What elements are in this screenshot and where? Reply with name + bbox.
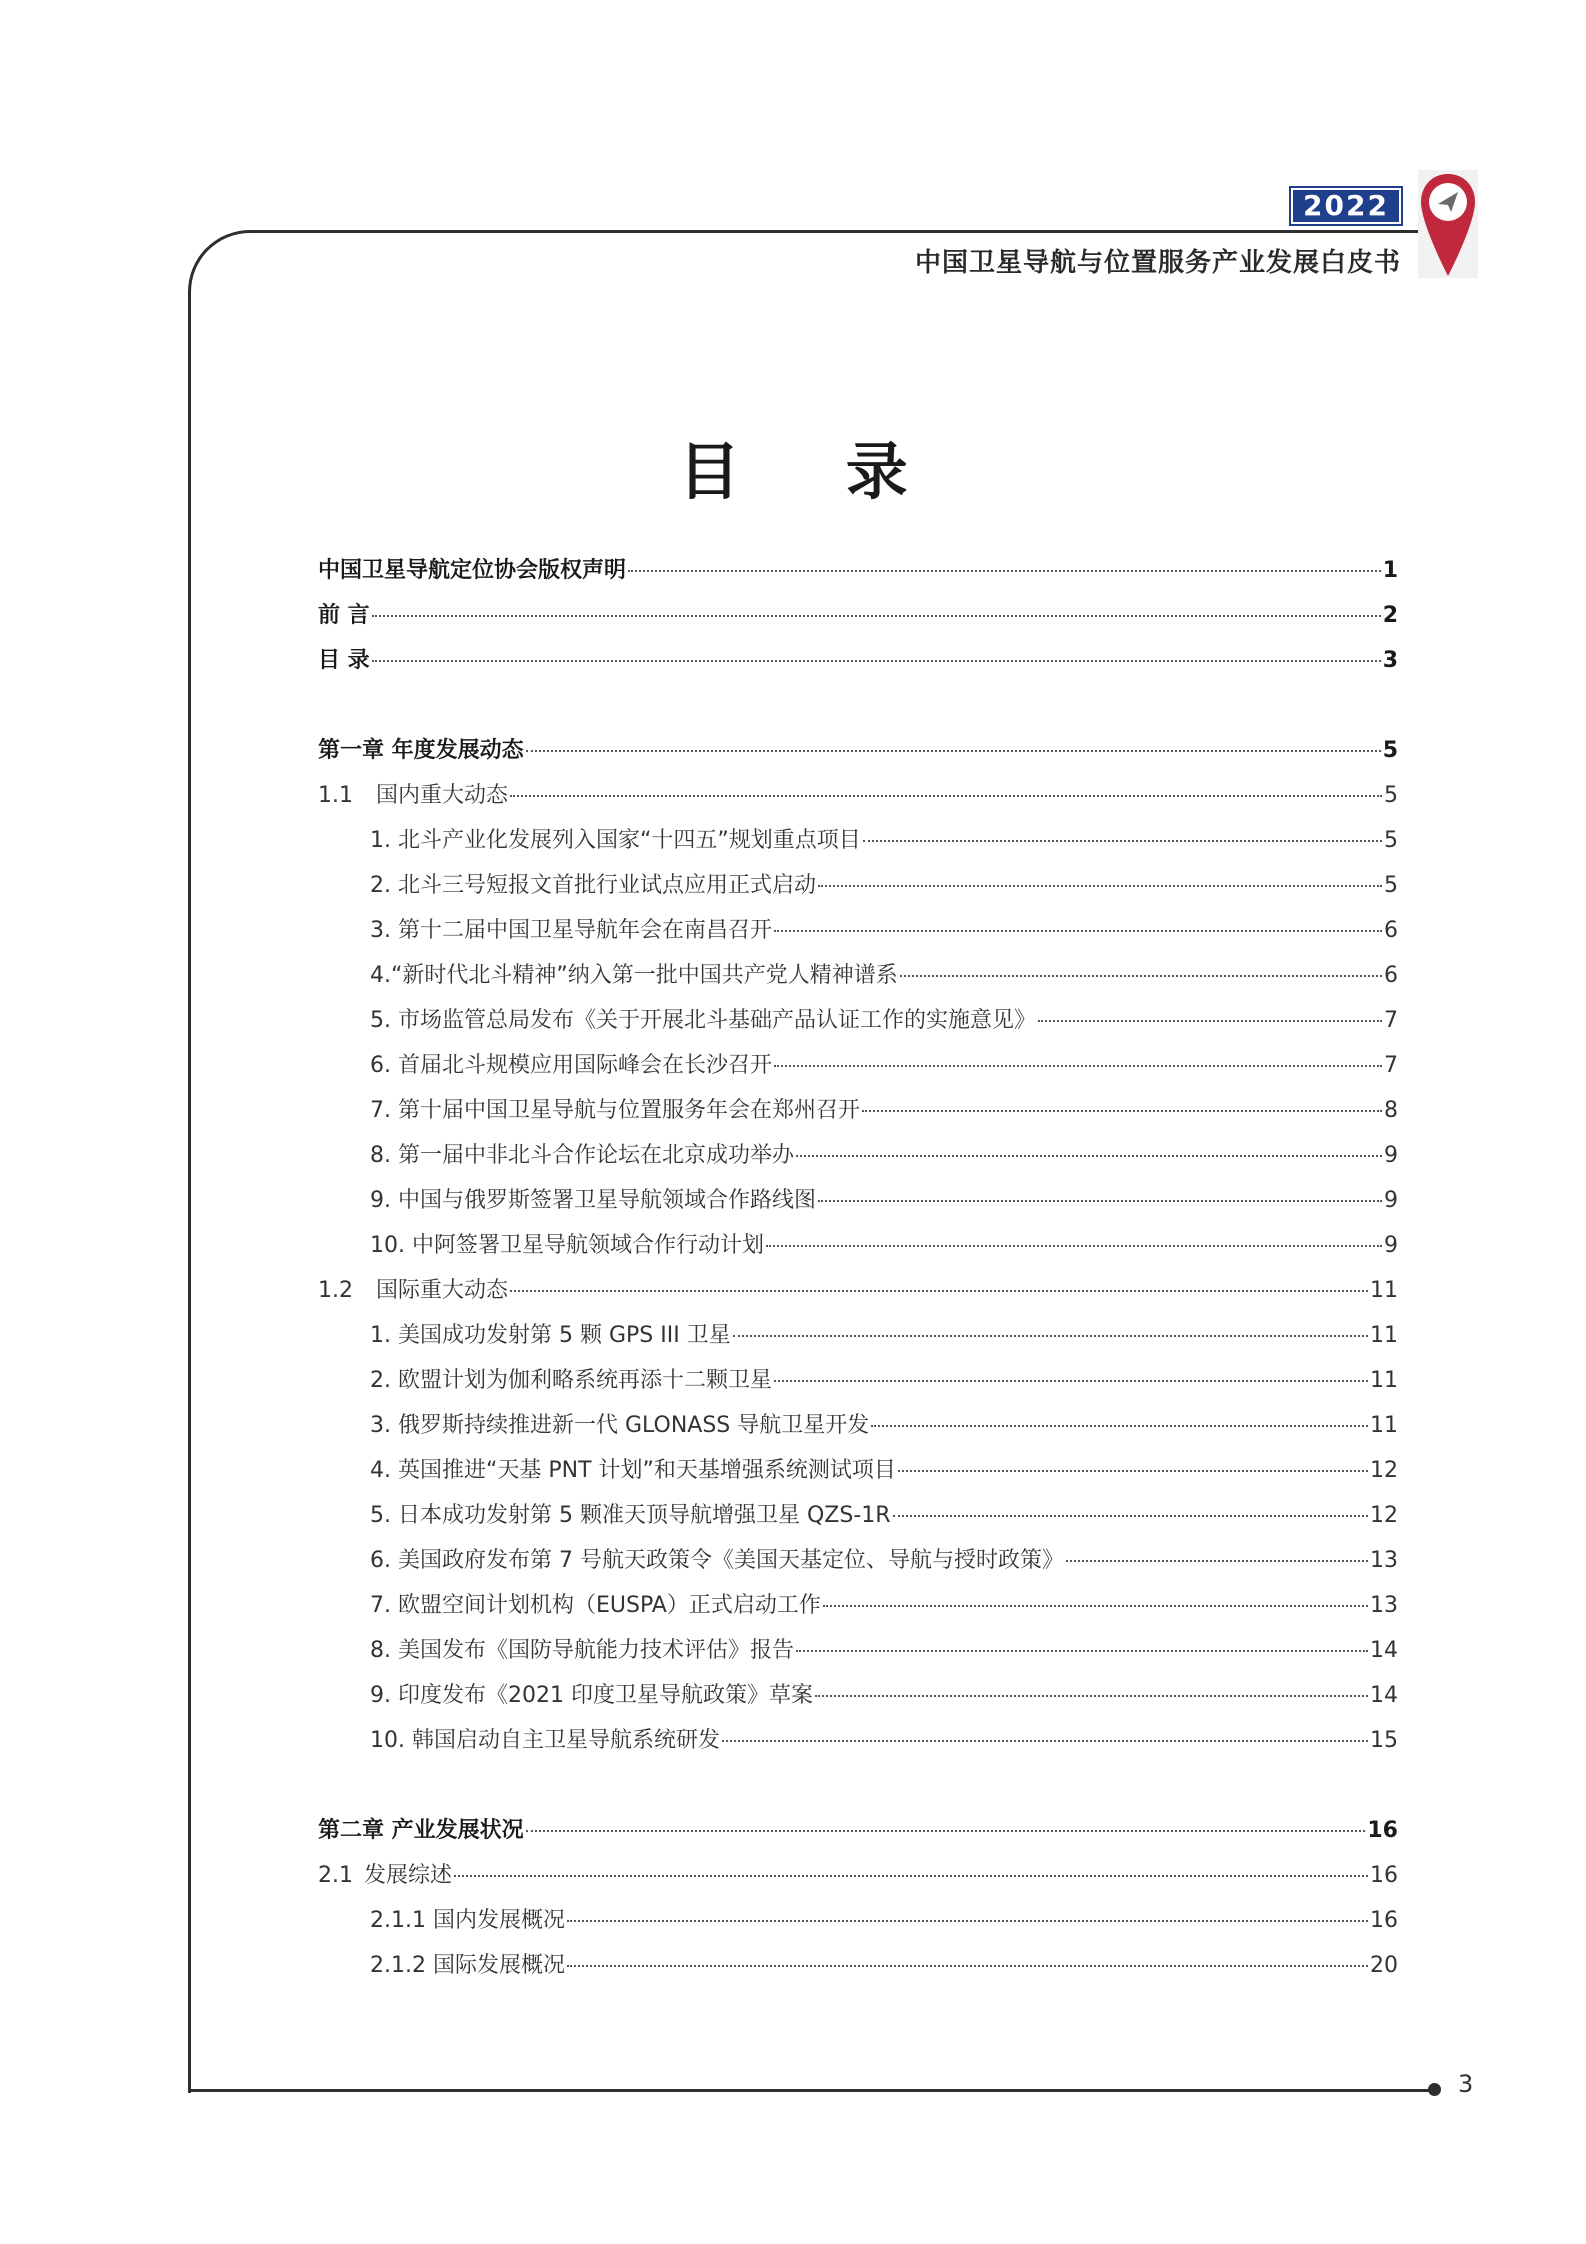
toc-entry-label: 3. 第十二届中国卫星导航年会在南昌召开 — [370, 918, 772, 943]
dot-leader — [774, 1380, 1368, 1382]
toc-entry-label: 发展综述 — [364, 1863, 453, 1888]
dot-leader — [774, 930, 1382, 932]
footer-rule — [188, 2089, 1433, 2092]
toc-entry-page: 5 — [1384, 783, 1398, 808]
dot-leader — [722, 1740, 1368, 1742]
toc-entry-page: 11 — [1370, 1278, 1398, 1303]
location-pin-icon — [1418, 172, 1478, 278]
toc-entry[interactable] — [318, 1543, 1398, 1579]
page-number: 3 — [1458, 2070, 1474, 2098]
toc-entry-page: 7 — [1384, 1008, 1398, 1033]
toc-entry[interactable] — [318, 1903, 1398, 1939]
toc-entry-page: 5 — [1384, 828, 1398, 853]
toc-entry[interactable] — [318, 1948, 1398, 1984]
toc-entry-label: 7. 第十届中国卫星导航与位置服务年会在郑州召开 — [370, 1098, 860, 1123]
toc-entry-label: 1. 北斗产业化发展列入国家“十四五”规划重点项目 — [370, 828, 861, 853]
dot-leader — [454, 1875, 1368, 1877]
dot-leader — [863, 840, 1382, 842]
dot-leader — [372, 660, 1381, 662]
dot-leader — [893, 1515, 1368, 1517]
toc-entry[interactable] — [318, 1273, 1398, 1309]
dot-leader — [900, 975, 1382, 977]
toc-entry[interactable] — [318, 1228, 1398, 1264]
toc-entry[interactable] — [318, 868, 1398, 904]
toc-entry[interactable] — [318, 958, 1398, 994]
dot-leader — [774, 1065, 1382, 1067]
dot-leader — [818, 1200, 1382, 1202]
toc-entry-label: 2.1.1 国内发展概况 — [370, 1908, 565, 1933]
toc-entry-page: 1 — [1382, 558, 1398, 583]
dot-leader — [628, 570, 1381, 572]
toc-entry-label: 国内重大动态 — [376, 783, 509, 808]
toc-entry-label: 国际重大动态 — [376, 1278, 509, 1303]
dot-leader — [526, 1830, 1366, 1832]
toc-entry-label: 2. 欧盟计划为伽利略系统再添十二颗卫星 — [370, 1368, 772, 1393]
toc-entry-page: 16 — [1370, 1908, 1398, 1933]
dot-leader — [796, 1155, 1382, 1157]
toc-entry[interactable] — [318, 1633, 1398, 1669]
toc-entry-page: 2 — [1382, 603, 1398, 628]
toc-entry[interactable] — [318, 1588, 1398, 1624]
toc-entry[interactable] — [318, 913, 1398, 949]
toc-entry-label: 5. 市场监管总局发布《关于开展北斗基础产品认证工作的实施意见》 — [370, 1008, 1036, 1033]
toc-entry[interactable] — [318, 1138, 1398, 1174]
toc-entry-label: 1. 美国成功发射第 5 颗 GPS III 卫星 — [370, 1323, 731, 1348]
dot-leader — [567, 1965, 1368, 1967]
toc-entry[interactable] — [318, 1498, 1398, 1534]
toc-entry[interactable] — [318, 1048, 1398, 1084]
dot-leader — [1066, 1560, 1368, 1562]
toc-entry-page: 11 — [1370, 1413, 1398, 1438]
toc-entry[interactable] — [318, 1363, 1398, 1399]
toc-entry[interactable] — [318, 1858, 1398, 1894]
dot-leader — [818, 885, 1382, 887]
toc-entry-page: 13 — [1370, 1593, 1398, 1618]
toc-entry-label: 10. 韩国启动自主卫星导航系统研发 — [370, 1728, 720, 1753]
toc-entry-label: 5. 日本成功发射第 5 颗准天顶导航增强卫星 QZS-1R — [370, 1503, 891, 1528]
toc-entry[interactable] — [318, 1408, 1398, 1444]
toc-entry-page: 13 — [1370, 1548, 1398, 1573]
toc-entry-page: 14 — [1370, 1638, 1398, 1663]
toc-entry-number: 1.2 — [318, 1278, 353, 1303]
toc-entry[interactable] — [318, 823, 1398, 859]
toc-entry[interactable] — [318, 1093, 1398, 1129]
toc-entry-label: 9. 中国与俄罗斯签署卫星导航领域合作路线图 — [370, 1188, 816, 1213]
toc-entry-label: 第二章 产业发展状况 — [318, 1818, 524, 1843]
toc-entry-page: 9 — [1384, 1233, 1398, 1258]
dot-leader — [871, 1425, 1368, 1427]
toc-entry-page: 16 — [1370, 1863, 1398, 1888]
toc-entry-label: 第一章 年度发展动态 — [318, 738, 524, 763]
toc-entry[interactable] — [318, 1723, 1398, 1759]
toc-entry-label: 中国卫星导航定位协会版权声明 — [318, 558, 627, 583]
page-title: 目 录 — [678, 435, 950, 508]
toc-entry-label: 2.1.2 国际发展概况 — [370, 1953, 565, 1978]
toc-entry-label: 10. 中阿签署卫星导航领域合作行动计划 — [370, 1233, 764, 1258]
dot-leader — [823, 1605, 1368, 1607]
toc-entry-page: 8 — [1384, 1098, 1398, 1123]
toc-entry-label: 4. 英国推进“天基 PNT 计划”和天基增强系统测试项目 — [370, 1458, 896, 1483]
toc-entry[interactable] — [318, 598, 1398, 634]
dot-leader — [766, 1245, 1382, 1247]
toc-entry-label: 目 录 — [318, 648, 370, 673]
toc-entry-label: 前 言 — [318, 603, 370, 628]
toc-entry-label: 9. 印度发布《2021 印度卫星导航政策》草案 — [370, 1683, 813, 1708]
toc-entry-page: 3 — [1382, 648, 1398, 673]
toc-entry[interactable] — [318, 1813, 1398, 1849]
toc-entry-page: 9 — [1384, 1188, 1398, 1213]
toc-entry-page: 5 — [1384, 873, 1398, 898]
toc-entry[interactable] — [318, 643, 1398, 679]
toc-entry[interactable] — [318, 1183, 1398, 1219]
toc-entry-label: 6. 美国政府发布第 7 号航天政策令《美国天基定位、导航与授时政策》 — [370, 1548, 1064, 1573]
toc-entry-page: 11 — [1370, 1323, 1398, 1348]
toc-entry[interactable] — [318, 778, 1398, 814]
dot-leader — [510, 795, 1382, 797]
dot-leader — [526, 750, 1381, 752]
toc-entry-label: 7. 欧盟空间计划机构（EUSPA）正式启动工作 — [370, 1593, 821, 1618]
toc-entry-page: 12 — [1370, 1458, 1398, 1483]
publication-title: 中国卫星导航与位置服务产业发展白皮书 — [914, 248, 1401, 278]
toc-entry-label: 6. 首届北斗规模应用国际峰会在长沙召开 — [370, 1053, 772, 1078]
toc-entry-page: 15 — [1370, 1728, 1398, 1753]
dot-leader — [815, 1695, 1368, 1697]
toc-entry-page: 9 — [1384, 1143, 1398, 1168]
toc-entry-label: 8. 美国发布《国防导航能力技术评估》报告 — [370, 1638, 794, 1663]
toc-entry-page: 6 — [1384, 918, 1398, 943]
dot-leader — [567, 1920, 1368, 1922]
toc-entry-number: 2.1 — [318, 1863, 353, 1888]
dot-leader — [1038, 1020, 1382, 1022]
toc-entry-page: 12 — [1370, 1503, 1398, 1528]
dot-leader — [733, 1335, 1368, 1337]
footer-dot — [1428, 2083, 1441, 2096]
toc-entry-label: 8. 第一届中非北斗合作论坛在北京成功举办 — [370, 1143, 794, 1168]
toc-entry-label: 2. 北斗三号短报文首批行业试点应用正式启动 — [370, 873, 816, 898]
toc-entry[interactable] — [318, 1678, 1398, 1714]
toc-entry-page: 7 — [1384, 1053, 1398, 1078]
toc-entry[interactable] — [318, 1318, 1398, 1354]
dot-leader — [796, 1650, 1368, 1652]
toc-entry-number: 1.1 — [318, 783, 353, 808]
toc-entry-page: 11 — [1370, 1368, 1398, 1393]
toc-entry-page: 14 — [1370, 1683, 1398, 1708]
toc-entry-label: 3. 俄罗斯持续推进新一代 GLONASS 导航卫星开发 — [370, 1413, 870, 1438]
toc-entry-page: 5 — [1382, 738, 1398, 763]
toc-entry[interactable] — [318, 553, 1398, 589]
toc-entry[interactable] — [318, 733, 1398, 769]
toc-entry-page: 16 — [1367, 1818, 1398, 1843]
dot-leader — [510, 1290, 1368, 1292]
year-badge: 2022 — [1291, 188, 1401, 224]
dot-leader — [372, 615, 1381, 617]
dot-leader — [898, 1470, 1368, 1472]
toc-entry[interactable] — [318, 1453, 1398, 1489]
dot-leader — [862, 1110, 1382, 1112]
toc-entry[interactable] — [318, 1003, 1398, 1039]
toc-entry-page: 20 — [1370, 1953, 1398, 1978]
toc-entry-label: 4.“新时代北斗精神”纳入第一批中国共产党人精神谱系 — [370, 963, 898, 988]
toc-entry-page: 6 — [1384, 963, 1398, 988]
